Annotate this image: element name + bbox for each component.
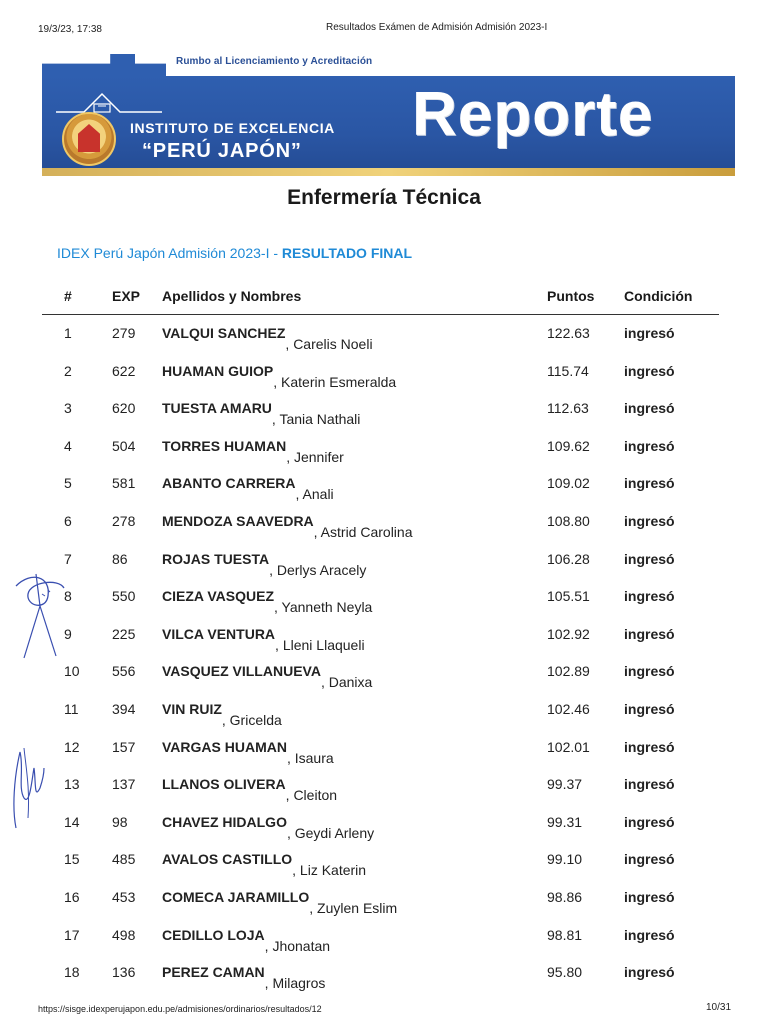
row-given-name: , Milagros [264,975,326,992]
institution-name-line2: “PERÚ JAPÓN” [142,140,302,162]
row-number: 5 [64,475,72,492]
row-given-name: , Jennifer [286,448,344,465]
row-surname: AVALOS CASTILLO [162,851,293,868]
row-full-name [162,437,344,465]
row-exp: 394 [112,700,136,717]
row-exp: 98 [112,813,128,830]
table-row [42,314,719,352]
table-row [42,652,719,690]
table-row [42,427,719,465]
row-given-name: , Anali [295,486,334,503]
table-row [42,577,719,615]
row-number: 1 [64,325,72,341]
row-full-name [162,588,373,616]
row-exp: 225 [112,625,136,642]
row-points: 99.10 [547,851,583,868]
row-surname: VIN RUIZ [162,700,222,717]
row-exp: 453 [112,888,136,905]
row-surname: ROJAS TUESTA [162,550,270,567]
row-points: 95.80 [547,964,583,981]
row-condition: ingresó [624,437,675,454]
row-surname: ABANTO CARRERA [162,475,296,492]
table-row [42,540,719,578]
row-points: 122.63 [547,325,590,341]
row-given-name: , Katerin Esmeralda [273,373,397,390]
row-points: 115.74 [547,362,589,379]
row-number: 7 [64,550,72,567]
results-table-body [42,314,719,991]
row-points: 108.80 [547,512,590,529]
row-surname: TUESTA AMARU [162,400,272,417]
row-points: 99.37 [547,776,583,793]
row-surname: VASQUEZ VILLANUEVA [162,663,321,680]
table-row [42,352,719,390]
row-number: 17 [64,926,80,943]
row-full-name [162,700,282,728]
row-number: 2 [64,362,72,379]
row-exp: 279 [112,325,136,341]
row-points: 109.02 [547,475,590,492]
row-exp: 86 [112,550,128,567]
table-row [42,953,719,991]
report-banner [42,44,735,174]
row-points: 99.31 [547,813,583,830]
handwritten-initials [4,738,50,834]
row-number: 4 [64,437,72,454]
subtitle-prefix: IDEX Perú Japón Admisión 2023-I - [57,245,282,261]
row-points: 102.46 [547,700,590,717]
row-given-name: , Derlys Aracely [269,561,367,578]
row-given-name: , Geydi Arleny [286,824,375,841]
row-number: 8 [64,588,72,605]
career-title: Enfermería Técnica [287,186,481,209]
row-surname: VARGAS HUAMAN [162,738,287,755]
row-condition: ingresó [624,588,675,605]
row-number: 14 [64,813,80,830]
row-surname: MENDOZA SAAVEDRA [162,512,314,529]
row-number: 12 [64,738,80,755]
row-full-name [162,625,365,653]
house-outline-icon [54,88,164,118]
row-surname: VILCA VENTURA [162,625,276,642]
row-given-name: , Yanneth Neyla [274,599,373,616]
table-row [42,765,719,803]
row-exp: 157 [112,738,136,755]
row-condition: ingresó [624,813,675,830]
row-exp: 581 [112,475,136,492]
row-full-name [162,813,375,841]
row-full-name [162,926,331,954]
subtitle-final-result: RESULTADO FINAL [281,245,413,261]
row-condition: ingresó [624,888,675,905]
row-exp: 485 [112,851,136,868]
row-full-name [162,400,361,428]
row-surname: PEREZ CAMAN [162,964,265,981]
results-subtitle [57,245,412,261]
row-given-name: , Lleni Llaqueli [275,636,365,653]
table-row [42,840,719,878]
table-row [42,878,719,916]
row-points: 106.28 [547,550,590,567]
row-condition: ingresó [624,700,675,717]
row-condition: ingresó [624,475,675,492]
header-condition: Condición [624,288,693,304]
row-number: 6 [64,512,72,529]
table-header [42,286,719,315]
row-points: 112.63 [547,400,589,417]
row-full-name [162,738,334,766]
row-condition: ingresó [624,776,675,793]
table-row [42,502,719,540]
row-surname: TORRES HUAMAN [162,437,287,454]
report-heading: Reporte [412,80,654,149]
row-number: 3 [64,400,72,417]
row-full-name [162,663,373,691]
row-number: 18 [64,964,80,981]
row-given-name: , Danixa [320,674,373,691]
row-full-name [162,325,373,352]
row-exp: 278 [112,512,136,529]
table-row [42,615,719,653]
print-document-title: Resultados Exámen de Admisión Admisión 2023-I [326,22,548,33]
row-given-name: , Carelis Noeli [285,336,373,352]
table-row [42,389,719,427]
row-surname: LLANOS OLIVERA [162,776,286,793]
row-number: 13 [64,776,80,793]
row-condition: ingresó [624,325,675,341]
row-points: 102.01 [547,738,590,755]
row-number: 15 [64,851,80,868]
row-exp: 622 [112,362,136,379]
row-exp: 136 [112,964,136,981]
row-condition: ingresó [624,851,675,868]
row-condition: ingresó [624,400,675,417]
header-points: Puntos [547,288,595,304]
table-row [42,464,719,502]
roof-decoration [42,54,166,78]
row-points: 109.62 [547,437,590,454]
row-number: 16 [64,888,80,905]
handwritten-signature [6,566,76,662]
row-full-name [162,964,326,992]
row-given-name: , Isaura [286,749,334,766]
row-points: 98.86 [547,888,583,905]
row-surname: CHAVEZ HIDALGO [162,813,287,830]
banner-motto: Rumbo al Licenciamiento y Acreditación [176,56,373,67]
header-exp: EXP [112,288,141,304]
row-exp: 504 [112,437,136,454]
row-full-name [162,888,398,916]
table-row [42,803,719,841]
row-condition: ingresó [624,663,675,680]
row-exp: 556 [112,663,136,680]
print-datetime: 19/3/23, 17:38 [38,24,102,35]
row-points: 102.92 [547,625,590,642]
page-indicator: 10/31 [706,1002,732,1013]
row-given-name: , Liz Katerin [292,862,367,879]
row-surname: CIEZA VASQUEZ [162,588,275,605]
row-given-name: , Tania Nathali [271,411,361,428]
row-given-name: , Zuylen Eslim [309,899,398,916]
row-surname: HUAMAN GUIOP [162,362,274,379]
table-row [42,916,719,954]
row-condition: ingresó [624,738,675,755]
row-points: 98.81 [547,926,583,943]
row-given-name: , Jhonatan [264,937,331,954]
header-number: # [64,288,72,304]
row-exp: 137 [112,776,136,793]
table-row [42,690,719,728]
footer-url: https://sisge.idexperujapon.edu.pe/admisiones/ordinarios/resultados/12 [38,1004,322,1014]
header-name: Apellidos y Nombres [162,288,302,304]
row-number: 11 [64,700,79,717]
row-full-name [162,512,413,540]
row-given-name: , Gricelda [221,711,282,728]
row-given-name: , Cleiton [285,787,338,804]
row-condition: ingresó [624,550,675,567]
row-surname: COMECA JARAMILLO [162,888,310,905]
row-condition: ingresó [624,625,675,642]
row-given-name: , Astrid Carolina [313,523,413,540]
row-condition: ingresó [624,926,675,943]
row-surname: CEDILLO LOJA [162,926,265,943]
row-points: 102.89 [547,663,590,680]
row-exp: 620 [112,400,136,417]
row-condition: ingresó [624,362,675,379]
row-points: 105.51 [547,588,590,605]
institution-name-line1: INSTITUTO DE EXCELENCIA [130,120,335,136]
banner-gold-stripe [42,168,735,176]
row-full-name [162,851,367,879]
row-full-name [162,362,397,390]
row-full-name [162,776,338,804]
row-number: 9 [64,625,72,642]
row-condition: ingresó [624,964,675,981]
row-number: 10 [64,663,80,680]
row-full-name [162,550,367,578]
row-exp: 550 [112,588,136,605]
row-surname: VALQUI SANCHEZ [162,325,286,341]
table-row [42,728,719,766]
row-exp: 498 [112,926,136,943]
row-full-name [162,475,334,503]
row-condition: ingresó [624,512,675,529]
institute-logo-icon [62,112,116,166]
